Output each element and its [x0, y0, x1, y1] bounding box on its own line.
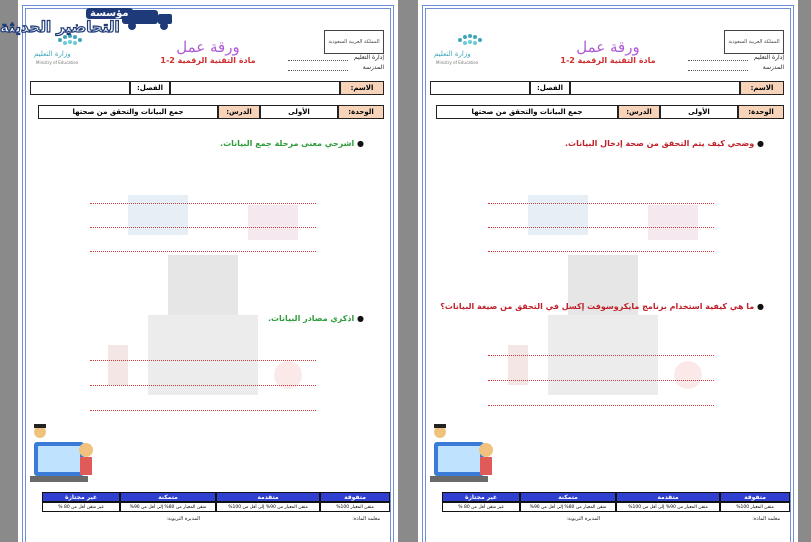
answer-line[interactable]: [488, 251, 714, 252]
teacher-signature: معلمة المادة:: [752, 516, 780, 522]
unit-value: الأولى: [660, 105, 738, 119]
answer-line[interactable]: [90, 251, 316, 252]
brand-main-text: التحاضير الحديثة: [0, 18, 120, 36]
students-laptop-illustration: [26, 420, 98, 490]
unit-value: الأولى: [260, 105, 338, 119]
answer-line[interactable]: [90, 360, 316, 361]
worksheet-page-right: [418, 0, 798, 542]
assessment-rubric: [426, 492, 790, 542]
ministry-name-en: Ministry of Education: [436, 60, 479, 65]
ministry-logo-icon: [454, 32, 484, 48]
answer-line[interactable]: [90, 385, 316, 386]
answer-line[interactable]: [488, 405, 714, 406]
question-1: ● اشرحي معنى مرحلة جمع البيانات.: [220, 139, 364, 148]
class-label: الفصل:: [530, 81, 570, 95]
worksheet-title: ورقة عمل: [176, 38, 240, 56]
bullet-icon: ●: [354, 139, 364, 148]
bullet-icon: ●: [354, 314, 364, 323]
question-1: ● وضحي كيف يتم التحقق من صحة إدخال البيانات.: [565, 139, 764, 148]
name-field[interactable]: [570, 81, 740, 95]
edu-admin-label: إدارة التعليم: [754, 54, 784, 61]
bullet-icon: ●: [754, 139, 764, 148]
supervisor-signature: المديرة التربوية:: [166, 516, 200, 522]
rubric-checkbox[interactable]: غير متقن أقل من 80 %: [42, 502, 120, 512]
class-field[interactable]: [30, 81, 130, 95]
ministry-name: وزارة التعليم: [434, 50, 471, 58]
lesson-label: الدرس:: [218, 105, 260, 119]
rubric-head: متفوقة: [720, 492, 790, 502]
brand-top-text: مؤسسة: [86, 8, 133, 19]
rubric-checkbox[interactable]: متقن المعيار من 90% إلى أقل من 100%: [216, 502, 320, 512]
supervisor-signature: المديرة التربوية:: [566, 516, 600, 522]
rubric-head: متمكنة: [520, 492, 616, 502]
rubric-head: متقدمة: [216, 492, 320, 502]
name-field[interactable]: [170, 81, 340, 95]
lesson-label: الدرس:: [618, 105, 660, 119]
class-label: الفصل:: [130, 81, 170, 95]
unit-label: الوحدة:: [738, 105, 784, 119]
rubric-checkbox[interactable]: متقن المعيار 100%: [320, 502, 390, 512]
rubric-head: متمكنة: [120, 492, 216, 502]
page-gap: [400, 0, 418, 542]
rubric-head: متفوقة: [320, 492, 390, 502]
assessment-rubric: [26, 492, 390, 542]
edu-admin-label: إدارة التعليم: [354, 54, 384, 61]
students-laptop-illustration: [426, 420, 498, 490]
answer-line[interactable]: [488, 203, 714, 204]
answer-line[interactable]: [488, 380, 714, 381]
rubric-checkbox[interactable]: متقن المعيار من 80% إلى أقل من 90%: [120, 502, 216, 512]
worksheet-title: ورقة عمل: [576, 38, 640, 56]
rubric-checkbox[interactable]: متقن المعيار من 90% إلى أقل من 100%: [616, 502, 720, 512]
rubric-checkbox[interactable]: متقن المعيار من 80% إلى أقل من 90%: [520, 502, 616, 512]
rubric-head: متقدمة: [616, 492, 720, 502]
rubric-checkbox[interactable]: غير متقن أقل من 80 %: [442, 502, 520, 512]
kingdom-emblem: المملكة العربية السعودية: [724, 30, 784, 54]
brand-watermark: [0, 0, 180, 44]
subject-title: مادة التقنية الرقمية 2-1: [560, 56, 656, 65]
unit-label: الوحدة:: [338, 105, 384, 119]
answer-line[interactable]: [488, 355, 714, 356]
answer-line[interactable]: [488, 227, 714, 228]
ministry-name: وزارة التعليم: [34, 50, 71, 58]
teacher-signature: معلمة المادة:: [352, 516, 380, 522]
school-label: المدرسة: [362, 64, 384, 71]
rubric-checkbox[interactable]: متقن المعيار 100%: [720, 502, 790, 512]
school-label: المدرسة: [762, 64, 784, 71]
question-2: ● اذكري مصادر البيانات.: [267, 314, 364, 323]
answer-line[interactable]: [90, 227, 316, 228]
answer-line[interactable]: [90, 203, 316, 204]
name-label: الاسم:: [340, 81, 384, 95]
background-illustration: [498, 185, 728, 405]
background-illustration: [98, 185, 328, 405]
ministry-logo: [434, 32, 494, 65]
class-field[interactable]: [430, 81, 530, 95]
ministry-name-en: Ministry of Education: [36, 60, 79, 65]
rubric-head: غير مجتازة: [442, 492, 520, 502]
lesson-value: جمع البيانات والتحقق من صحتها: [38, 105, 218, 119]
kingdom-emblem: المملكة العربية السعودية: [324, 30, 384, 54]
worksheet-page-left: [18, 0, 398, 542]
subject-title: مادة التقنية الرقمية 2-1: [160, 56, 256, 65]
question-2: ● ما هي كيفية استخدام برنامج مايكروسوفت إكسل في التحقق من صيغة البيانات؟: [440, 302, 764, 311]
answer-line[interactable]: [90, 410, 316, 411]
lesson-value: جمع البيانات والتحقق من صحتها: [436, 105, 618, 119]
bullet-icon: ●: [754, 302, 764, 311]
name-label: الاسم:: [740, 81, 784, 95]
rubric-head: غير مجتازة: [42, 492, 120, 502]
